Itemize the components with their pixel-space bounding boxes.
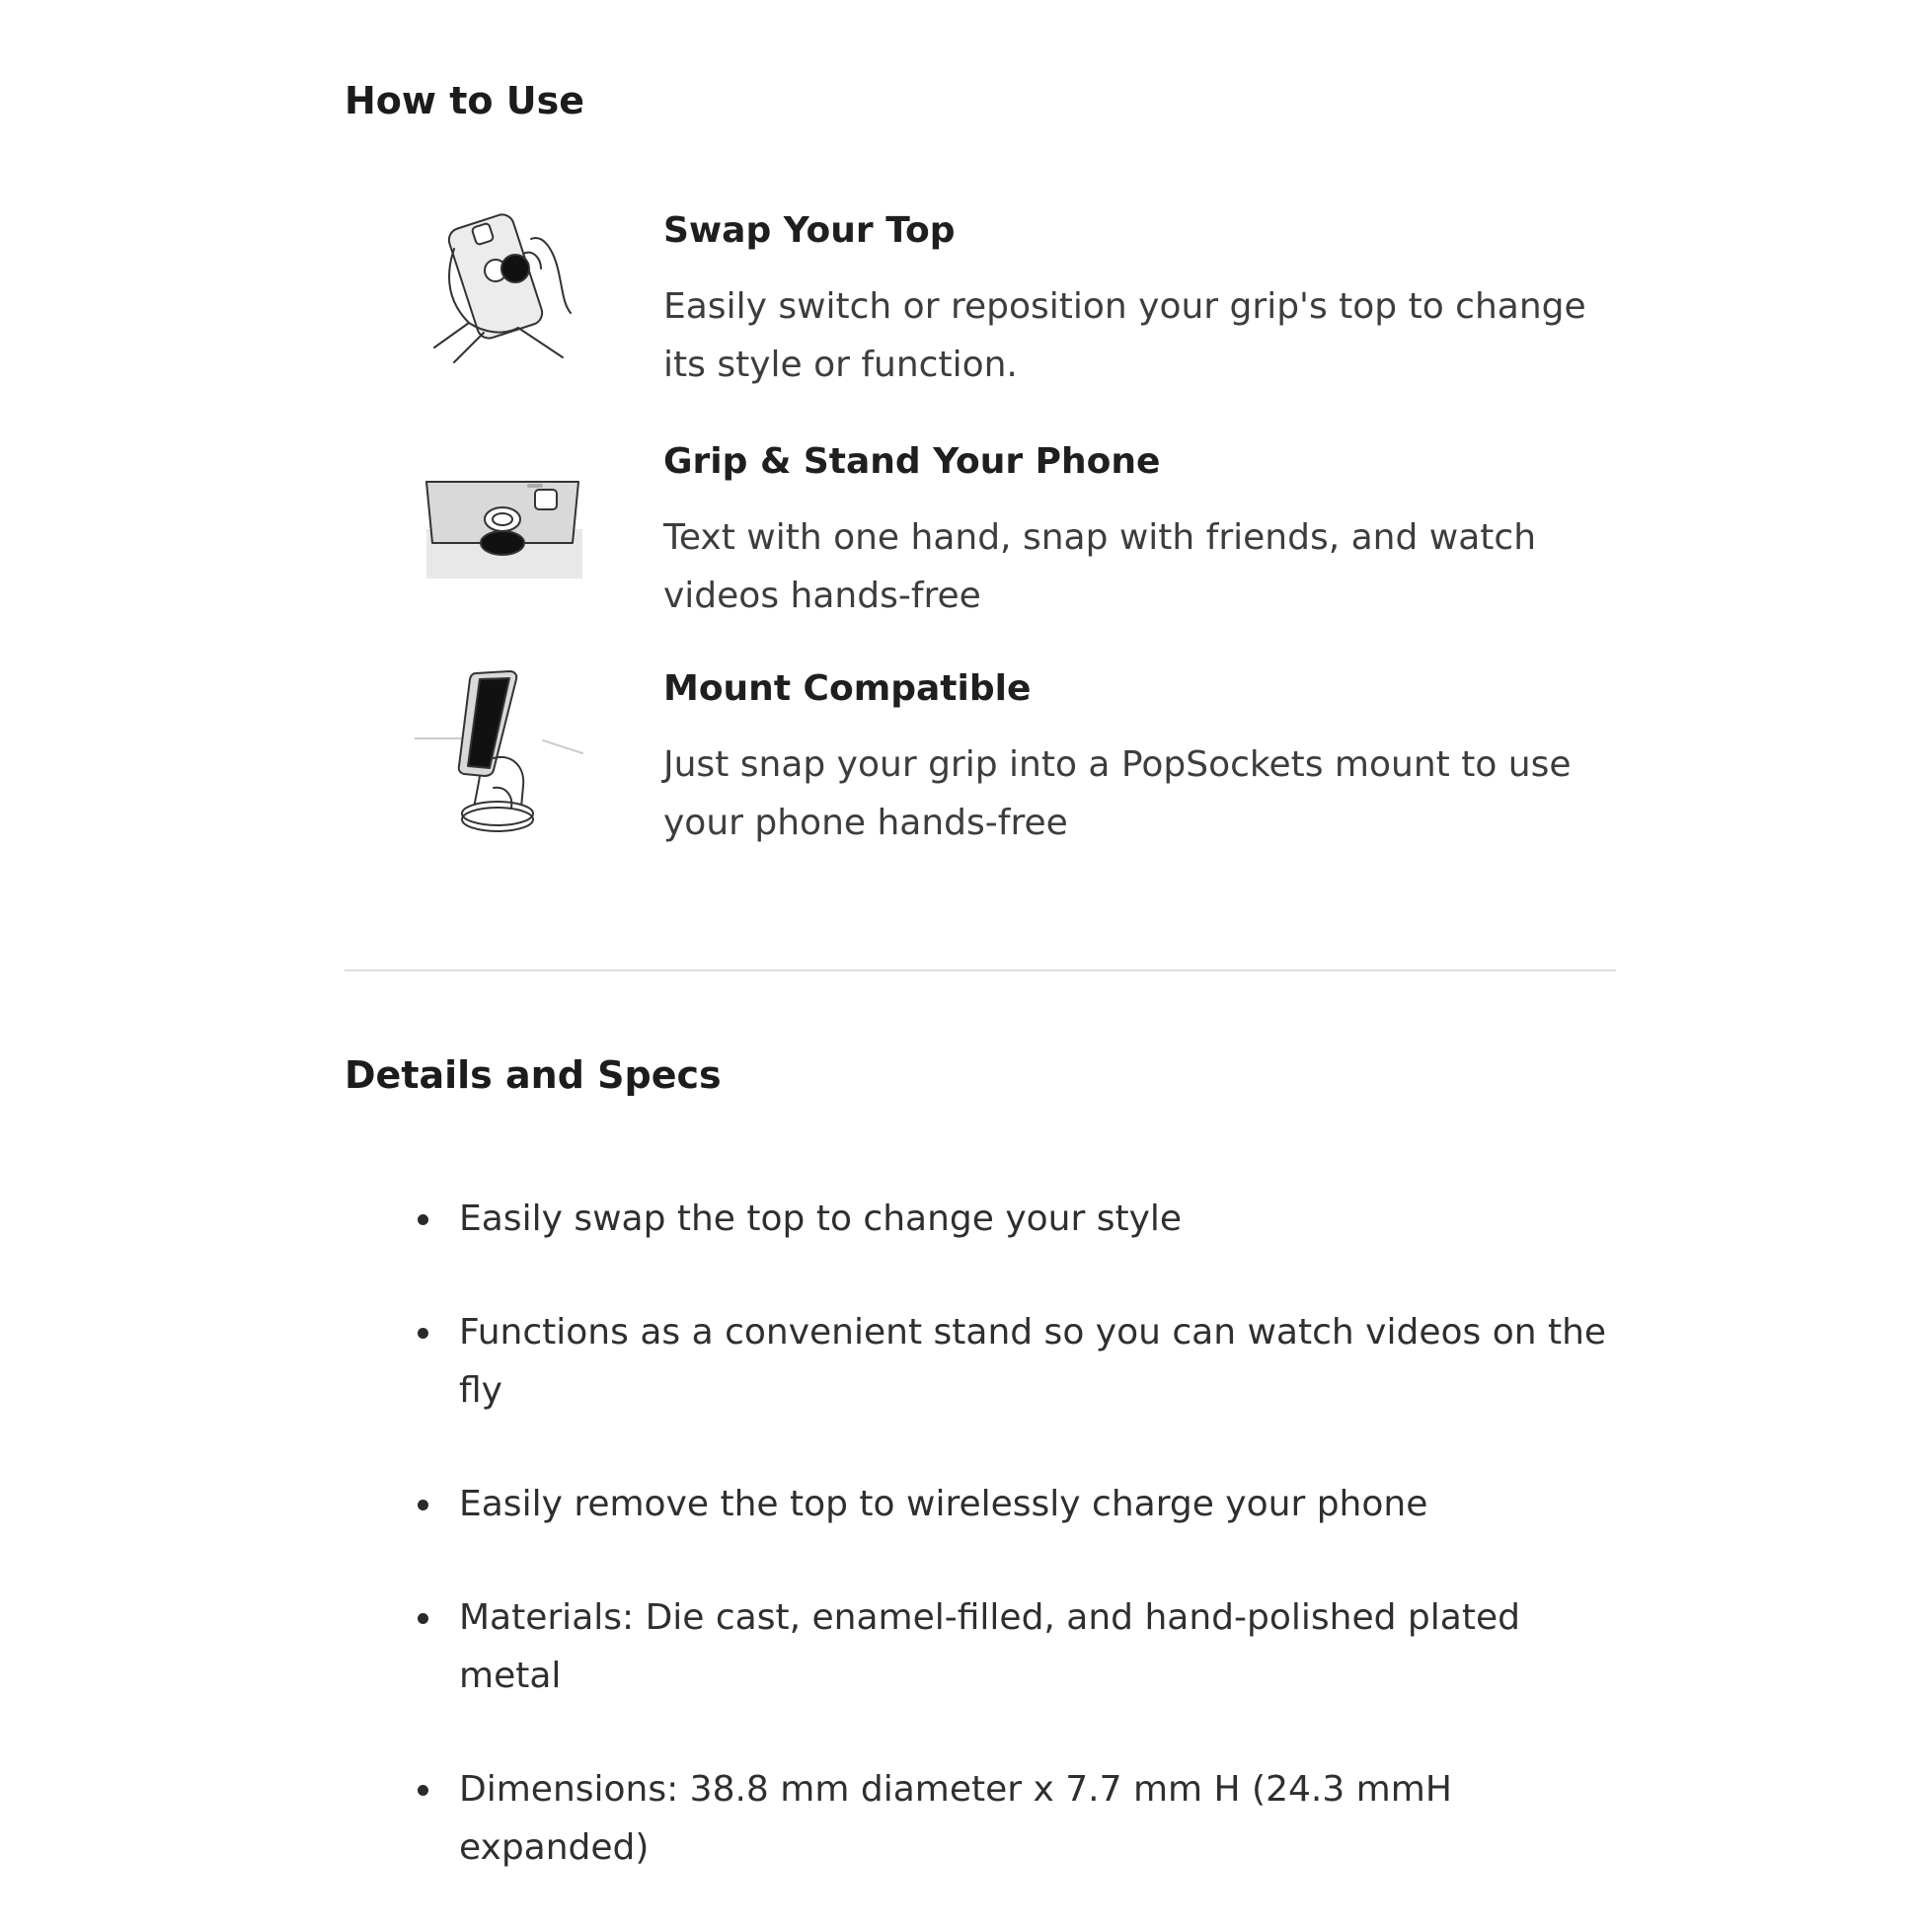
section-divider <box>345 969 1616 971</box>
spec-text: Easily swap the top to change your style <box>459 1198 1183 1239</box>
grip-stand-illustration-icon <box>415 460 592 638</box>
list-item <box>415 1190 1629 1248</box>
details-specs-heading: Details and Specs <box>345 1053 722 1097</box>
step-grip-stand <box>415 440 1629 638</box>
step-title: Swap Your Top <box>663 210 956 251</box>
bullet-icon <box>418 1500 428 1510</box>
spec-text: Materials: Die cast, enamel-filled, and hand-polished plated metal <box>459 1597 1520 1696</box>
list-item <box>415 1475 1629 1533</box>
specs-list <box>415 1190 1629 1932</box>
list-item <box>415 1303 1629 1420</box>
list-item <box>415 1588 1629 1705</box>
swap-top-illustration-icon <box>415 209 592 387</box>
step-description: Just snap your grip into a PopSockets mount to use your phone hands-free <box>663 744 1572 844</box>
bullet-icon <box>418 1328 428 1339</box>
step-description: Text with one hand, snap with friends, and watch videos hands-free <box>663 517 1537 617</box>
step-title: Mount Compatible <box>663 668 1032 709</box>
list-item <box>415 1760 1629 1877</box>
step-mount-compatible <box>415 667 1629 865</box>
bullet-icon <box>418 1613 428 1624</box>
how-to-use-heading: How to Use <box>345 79 584 122</box>
spec-text: Functions as a convenient stand so you can watch videos on the fly <box>459 1312 1607 1411</box>
step-swap-top <box>415 209 1629 407</box>
mount-illustration-icon <box>415 659 592 837</box>
bullet-icon <box>418 1214 428 1225</box>
step-title: Grip & Stand Your Phone <box>663 441 1161 482</box>
step-description: Easily switch or reposition your grip's top to change its style or function. <box>663 286 1586 386</box>
spec-text: Dimensions: 38.8 mm diameter x 7.7 mm H (24.3 mmH expanded) <box>459 1769 1452 1868</box>
spec-text: Easily remove the top to wirelessly charge your phone <box>459 1484 1428 1524</box>
bullet-icon <box>418 1785 428 1796</box>
